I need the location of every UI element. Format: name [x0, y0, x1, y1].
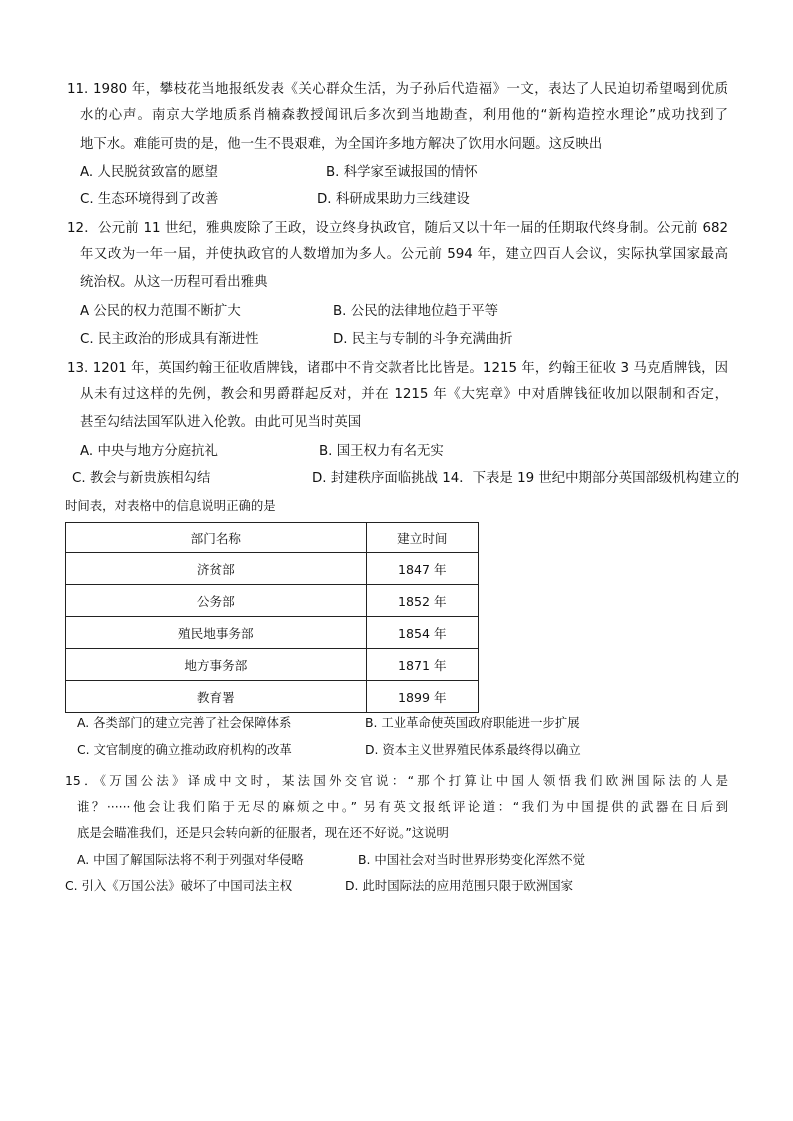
q12-option-a: A 公民的权力范围不断扩大	[80, 304, 241, 319]
q14-option-a: A. 各类部门的建立完善了社会保障体系	[77, 715, 292, 730]
q15-option-c: C. 引入《万国公法》破坏了中国司法主权	[65, 878, 293, 893]
table-row	[66, 553, 479, 585]
q12-option-d: D. 民主与专制的斗争充满曲折	[333, 332, 513, 347]
table-header-row	[66, 523, 479, 553]
q15-option-b: B. 中国社会对当时世界形势变化浑然不觉	[358, 852, 586, 867]
q13-option-d-and-q14-stem: D. 封建秩序面临挑战 14．下表是 19 世纪中期部分英国部级机构建立的	[312, 471, 740, 486]
q12-option-c: C. 民主政治的形成具有渐进性	[80, 332, 259, 347]
q12-stem-line-3: 统治权。从这一历程可看出雅典	[80, 275, 268, 290]
table-cell-date: 1854 年	[366, 617, 478, 649]
table-cell-department: 济贫部	[66, 553, 367, 585]
q14-option-d: D. 资本主义世界殖民体系最终得以确立	[365, 742, 581, 757]
q14-stem-line-2: 时间表，对表格中的信息说明正确的是	[65, 498, 276, 513]
q11-option-b: B. 科学家至诚报国的情怀	[326, 165, 478, 180]
department-table	[65, 522, 479, 713]
q15-stem-line-2: 谁？······他会让我们陷于无尽的麻烦之中。” 另有英文报纸评论道：“我们为中国提供的武器在日后到	[77, 799, 728, 814]
q13-option-b: B. 国王权力有名无实	[319, 444, 444, 459]
q13-option-a: A. 中央与地方分庭抗礼	[80, 444, 218, 459]
q14-option-b: B. 工业革命使英国政府职能进一步扩展	[365, 715, 580, 730]
table-row	[66, 681, 479, 713]
q11-stem-line-2: 水的心声。南京大学地质系肖楠森教授闻讯后多次到当地勘查，利用他的“新构造控水理论”成功找到了	[80, 108, 728, 123]
q13-stem-line-2: 从未有过这样的先例，教会和男爵群起反对，并在 1215 年《大宪章》中对盾牌钱征收加以限制和否定，	[80, 387, 728, 402]
q13-stem-line-1: 13. 1201 年，英国约翰王征收盾牌钱，诸郡中不肯交款者比比皆是。1215 年，约翰王征收 3 马克盾牌钱，因	[67, 361, 728, 376]
table-header-date: 建立时间	[366, 523, 478, 553]
q12-stem-line-2: 年又改为一年一届，并使执政官的人数增加为多人。公元前 594 年，建立四百人会议，实际执掌国家最高	[80, 247, 728, 262]
table-row	[66, 649, 479, 681]
table-cell-date: 1847 年	[366, 553, 478, 585]
table-cell-department: 教育署	[66, 681, 367, 713]
q13-option-c: C. 教会与新贵族相勾结	[72, 471, 211, 486]
table-cell-date: 1871 年	[366, 649, 478, 681]
q15-stem-line-3: 底是会瞄准我们，还是只会转向新的征服者，现在还不好说。”这说明	[77, 825, 449, 840]
table-row	[66, 585, 479, 617]
q11-option-d: D. 科研成果助力三线建设	[317, 192, 470, 207]
q12-stem-line-1: 12．公元前 11 世纪，雅典废除了王政，设立终身执政官，随后又以十年一届的任期取代终身制。公元前 682	[67, 221, 728, 236]
q11-option-a: A. 人民脱贫致富的愿望	[80, 165, 218, 180]
table-cell-department: 地方事务部	[66, 649, 367, 681]
table-cell-department: 公务部	[66, 585, 367, 617]
q11-stem-line-3: 地下水。难能可贵的是，他一生不畏艰难，为全国许多地方解决了饮用水问题。这反映出	[80, 137, 603, 152]
q13-stem-line-3: 甚至勾结法国军队进入伦敦。由此可见当时英国	[80, 415, 362, 430]
q15-option-d: D. 此时国际法的应用范围只限于欧洲国家	[345, 878, 574, 893]
table-header-department: 部门名称	[66, 523, 367, 553]
q14-option-c: C. 文官制度的确立推动政府机构的改革	[77, 742, 292, 757]
table-cell-date: 1852 年	[366, 585, 478, 617]
q15-option-a: A. 中国了解国际法将不利于列强对华侵略	[77, 852, 304, 867]
q15-stem-line-1: 15．《万国公法》译成中文时，某法国外交官说：“那个打算让中国人领悟我们欧洲国际法的人是	[65, 773, 728, 788]
table-cell-department: 殖民地事务部	[66, 617, 367, 649]
table-row	[66, 617, 479, 649]
q11-option-c: C. 生态环境得到了改善	[80, 192, 219, 207]
q11-stem-line-1: 11. 1980 年，攀枝花当地报纸发表《关心群众生活，为子孙后代造福》一文，表达了人民迫切希望喝到优质	[67, 82, 728, 97]
table-cell-date: 1899 年	[366, 681, 478, 713]
q12-option-b: B. 公民的法律地位趋于平等	[333, 304, 498, 319]
